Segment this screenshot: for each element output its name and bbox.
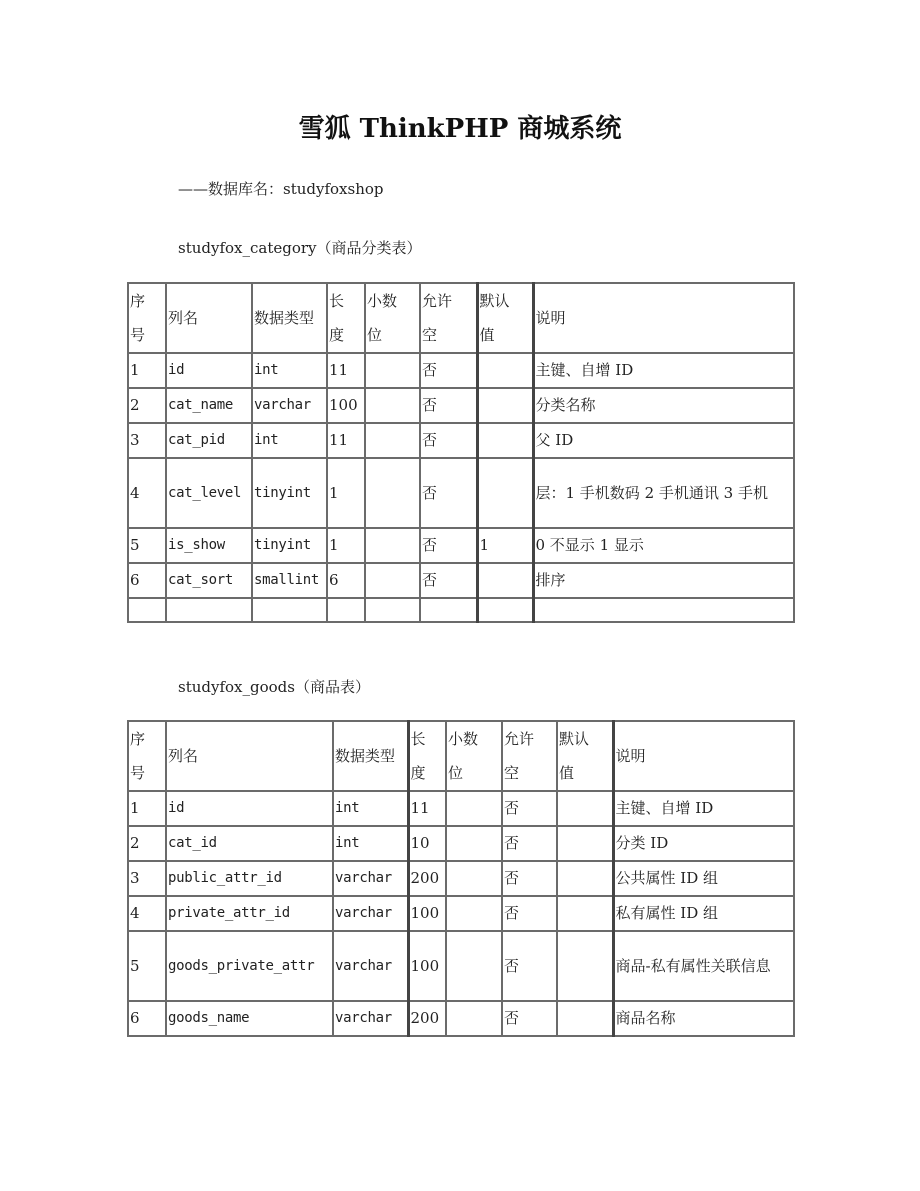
cell-length: 10: [408, 826, 446, 861]
cell-seq: [128, 598, 166, 622]
table-row: [128, 896, 794, 931]
cell-column-name: cat_id: [166, 826, 333, 861]
table-row: [128, 861, 794, 896]
cell-description: 父 ID: [533, 423, 794, 458]
cell-default: [477, 388, 533, 423]
cell-description: 主键、自增 ID: [613, 791, 794, 826]
header-description: 说明: [533, 283, 794, 353]
cell-decimal: [446, 791, 502, 826]
cell-data-type: tinyint: [252, 528, 327, 563]
header-decimal: 小数 位: [446, 721, 502, 791]
cell-nullable: 否: [502, 896, 557, 931]
cell-data-type: int: [252, 353, 327, 388]
cell-description: 分类 ID: [613, 826, 794, 861]
cell-length: 1: [327, 458, 365, 528]
cell-decimal: [446, 826, 502, 861]
cell-data-type: varchar: [252, 388, 327, 423]
database-name-line: ——数据库名：studyfoxshop: [178, 180, 384, 198]
cell-length: 100: [327, 388, 365, 423]
cell-nullable: 否: [420, 563, 477, 598]
cell-data-type: tinyint: [252, 458, 327, 528]
cell-decimal: [446, 1001, 502, 1036]
cell-description: [533, 598, 794, 622]
cell-column-name: cat_pid: [166, 423, 252, 458]
cell-seq: 1: [128, 353, 166, 388]
cell-description: 层：1 手机数码 2 手机通讯 3 手机: [533, 458, 794, 528]
header-data-type: 数据类型: [333, 721, 408, 791]
cell-column-name: public_attr_id: [166, 861, 333, 896]
cell-default: [557, 826, 613, 861]
cell-length: [327, 598, 365, 622]
cell-column-name: private_attr_id: [166, 896, 333, 931]
cell-nullable: 否: [420, 458, 477, 528]
goods-table-caption: studyfox_goods（商品表）: [178, 678, 370, 696]
cell-default: 1: [477, 528, 533, 563]
cell-description: 排序: [533, 563, 794, 598]
cell-data-type: smallint: [252, 563, 327, 598]
cell-default: [557, 1001, 613, 1036]
header-description: 说明: [613, 721, 794, 791]
cell-decimal: [446, 861, 502, 896]
table-row: [128, 423, 794, 458]
cell-data-type: varchar: [333, 861, 408, 896]
cell-nullable: 否: [502, 826, 557, 861]
cell-description: 私有属性 ID 组: [613, 896, 794, 931]
cell-seq: 1: [128, 791, 166, 826]
cell-column-name: goods_private_attr: [166, 931, 333, 1001]
cell-data-type: varchar: [333, 931, 408, 1001]
table-row: [128, 528, 794, 563]
cell-seq: 4: [128, 896, 166, 931]
cell-default: [557, 931, 613, 1001]
cell-length: 6: [327, 563, 365, 598]
header-column-name: 列名: [166, 721, 333, 791]
cell-column-name: is_show: [166, 528, 252, 563]
cell-default: [557, 791, 613, 826]
document-title: 雪狐 ThinkPHP 商城系统: [298, 114, 622, 144]
cell-seq: 2: [128, 388, 166, 423]
header-length: 长 度: [408, 721, 446, 791]
header-default: 默认 值: [557, 721, 613, 791]
cell-default: [557, 896, 613, 931]
cell-decimal: [365, 423, 420, 458]
cell-seq: 2: [128, 826, 166, 861]
cell-decimal: [365, 388, 420, 423]
table-row-empty: [128, 598, 794, 622]
cell-nullable: 否: [502, 1001, 557, 1036]
cell-column-name: [166, 598, 252, 622]
cell-length: 200: [408, 1001, 446, 1036]
cell-data-type: varchar: [333, 1001, 408, 1036]
table-row: [128, 563, 794, 598]
header-length: 长 度: [327, 283, 365, 353]
cell-description: 分类名称: [533, 388, 794, 423]
cell-nullable: [420, 598, 477, 622]
cell-seq: 3: [128, 423, 166, 458]
header-default: 默认 值: [477, 283, 533, 353]
cell-length: 100: [408, 896, 446, 931]
cell-column-name: cat_sort: [166, 563, 252, 598]
cell-column-name: goods_name: [166, 1001, 333, 1036]
cell-column-name: cat_level: [166, 458, 252, 528]
header-data-type: 数据类型: [252, 283, 327, 353]
table-row: [128, 388, 794, 423]
cell-default: [477, 563, 533, 598]
cell-description: 商品-私有属性关联信息: [613, 931, 794, 1001]
cell-nullable: 否: [420, 528, 477, 563]
cell-data-type: varchar: [333, 896, 408, 931]
header-column-name: 列名: [166, 283, 252, 353]
cell-decimal: [365, 458, 420, 528]
table-row: [128, 458, 794, 528]
cell-description: 商品名称: [613, 1001, 794, 1036]
header-seq: 序 号: [128, 721, 166, 791]
cell-length: 200: [408, 861, 446, 896]
cell-seq: 6: [128, 563, 166, 598]
header-nullable: 允许 空: [420, 283, 477, 353]
cell-description: 0 不显示 1 显示: [533, 528, 794, 563]
table-header-row: [128, 283, 794, 353]
cell-data-type: int: [252, 423, 327, 458]
cell-default: [477, 423, 533, 458]
cell-seq: 3: [128, 861, 166, 896]
cell-decimal: [446, 896, 502, 931]
table-header-row: [128, 721, 794, 791]
cell-data-type: int: [333, 826, 408, 861]
cell-decimal: [365, 353, 420, 388]
cell-length: 1: [327, 528, 365, 563]
cell-nullable: 否: [420, 353, 477, 388]
cell-decimal: [446, 931, 502, 1001]
cell-seq: 6: [128, 1001, 166, 1036]
table-row: [128, 826, 794, 861]
header-nullable: 允许 空: [502, 721, 557, 791]
cell-default: [477, 458, 533, 528]
cell-decimal: [365, 528, 420, 563]
cell-decimal: [365, 598, 420, 622]
cell-length: 11: [327, 353, 365, 388]
cell-nullable: 否: [420, 423, 477, 458]
table-row: [128, 1001, 794, 1036]
cell-default: [477, 598, 533, 622]
cell-nullable: 否: [502, 861, 557, 896]
cell-default: [477, 353, 533, 388]
table-row: [128, 931, 794, 1001]
cell-default: [557, 861, 613, 896]
category-schema-table: [127, 282, 795, 623]
cell-length: 100: [408, 931, 446, 1001]
category-table-caption: studyfox_category（商品分类表）: [178, 239, 422, 257]
goods-schema-table: [127, 720, 795, 1037]
table-row: [128, 791, 794, 826]
cell-nullable: 否: [502, 791, 557, 826]
cell-description: 主键、自增 ID: [533, 353, 794, 388]
cell-length: 11: [408, 791, 446, 826]
cell-description: 公共属性 ID 组: [613, 861, 794, 896]
table-row: [128, 353, 794, 388]
cell-seq: 5: [128, 931, 166, 1001]
cell-column-name: id: [166, 353, 252, 388]
cell-nullable: 否: [420, 388, 477, 423]
cell-seq: 4: [128, 458, 166, 528]
cell-length: 11: [327, 423, 365, 458]
cell-column-name: id: [166, 791, 333, 826]
cell-column-name: cat_name: [166, 388, 252, 423]
cell-data-type: int: [333, 791, 408, 826]
cell-nullable: 否: [502, 931, 557, 1001]
cell-seq: 5: [128, 528, 166, 563]
header-decimal: 小数 位: [365, 283, 420, 353]
cell-data-type: [252, 598, 327, 622]
header-seq: 序 号: [128, 283, 166, 353]
cell-decimal: [365, 563, 420, 598]
